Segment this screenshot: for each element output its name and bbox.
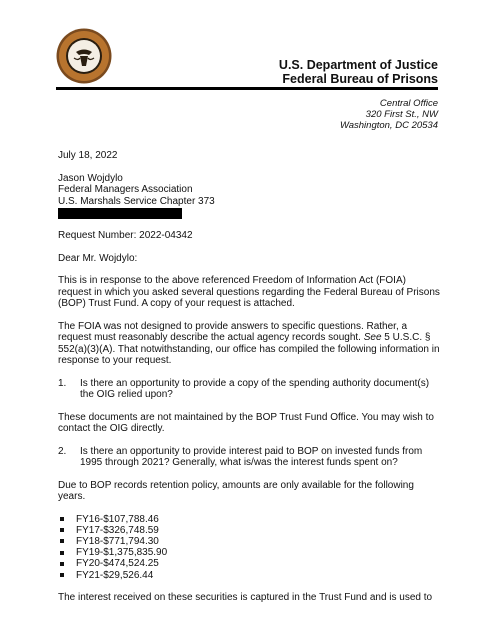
question-1 <box>58 378 442 401</box>
list-item: FY20-$474,524.25 <box>58 558 442 569</box>
salutation: Dear Mr. Wojdylo: <box>58 252 138 264</box>
recipient-org: Federal Managers Association <box>58 184 193 195</box>
bureau-name: Federal Bureau of Prisons <box>282 72 438 86</box>
office-name: Central Office <box>379 98 438 109</box>
recipient-chapter: U.S. Marshals Service Chapter 373 <box>58 195 215 207</box>
list-item: FY18-$771,794.30 <box>58 536 442 547</box>
department-name: U.S. Department of Justice <box>278 58 438 72</box>
list-item: FY19-$1,375,835.90 <box>58 547 442 558</box>
paragraph-foia-b: 5 U.S.C. § 552(a)(3)(A). That notwithstanding, our office has compiled the following information in response to your request. <box>58 332 440 366</box>
paragraph-intro: This is in response to the above referenced Freedom of Information Act (FOIA) request in which you asked several questions regarding the Federal Bureau of Prisons (BOP) Trust Fund. A copy of your request is attached. <box>58 275 440 309</box>
list-item: FY16-$107,788.46 <box>58 514 442 525</box>
question-item <box>58 446 442 469</box>
office-street: 320 First St., NW <box>365 109 438 120</box>
question-number: 1. <box>58 377 67 389</box>
fiscal-year-list <box>58 514 442 581</box>
recipient-name: Jason Wojdylo <box>58 172 123 184</box>
doj-seal-icon <box>56 28 112 84</box>
redaction-bar <box>58 208 182 219</box>
paragraph-foia-a: The FOIA was not designed to provide answers to specific questions. Rather, a request must reasonably describe the actual agency records sought. <box>58 320 408 343</box>
question-text: Is there an opportunity to provide interest paid to BOP on invested funds from 1995 through 2021? Generally, what is/was the interest funds spent on? <box>80 445 423 468</box>
paragraph-foia <box>58 321 442 367</box>
question-number: 2. <box>58 445 67 457</box>
see-citation: See <box>363 332 382 343</box>
letter-body <box>58 150 442 603</box>
question-text: Is there an opportunity to provide a copy of the spending authority document(s) the OIG relied upon? <box>80 377 430 400</box>
answer-1: These documents are not maintained by the BOP Trust Fund Office. You may wish to contact the OIG directly. <box>58 411 434 434</box>
office-address <box>340 98 438 131</box>
letterhead <box>279 58 438 86</box>
header-rule <box>56 87 438 90</box>
request-number: Request Number: 2022-04342 <box>58 230 193 241</box>
question-2 <box>58 446 442 469</box>
question-item <box>58 378 442 401</box>
list-item: FY17-$326,748.59 <box>58 525 442 536</box>
closing-paragraph: The interest received on these securities is captured in the Trust Fund and is used to <box>58 591 433 603</box>
office-city: Washington, DC 20534 <box>339 120 438 131</box>
list-item: FY21-$29,526.44 <box>58 570 442 581</box>
answer-2: Due to BOP records retention policy, amounts are only available for the following years. <box>58 479 414 502</box>
letter-date: July 18, 2022 <box>58 150 118 161</box>
